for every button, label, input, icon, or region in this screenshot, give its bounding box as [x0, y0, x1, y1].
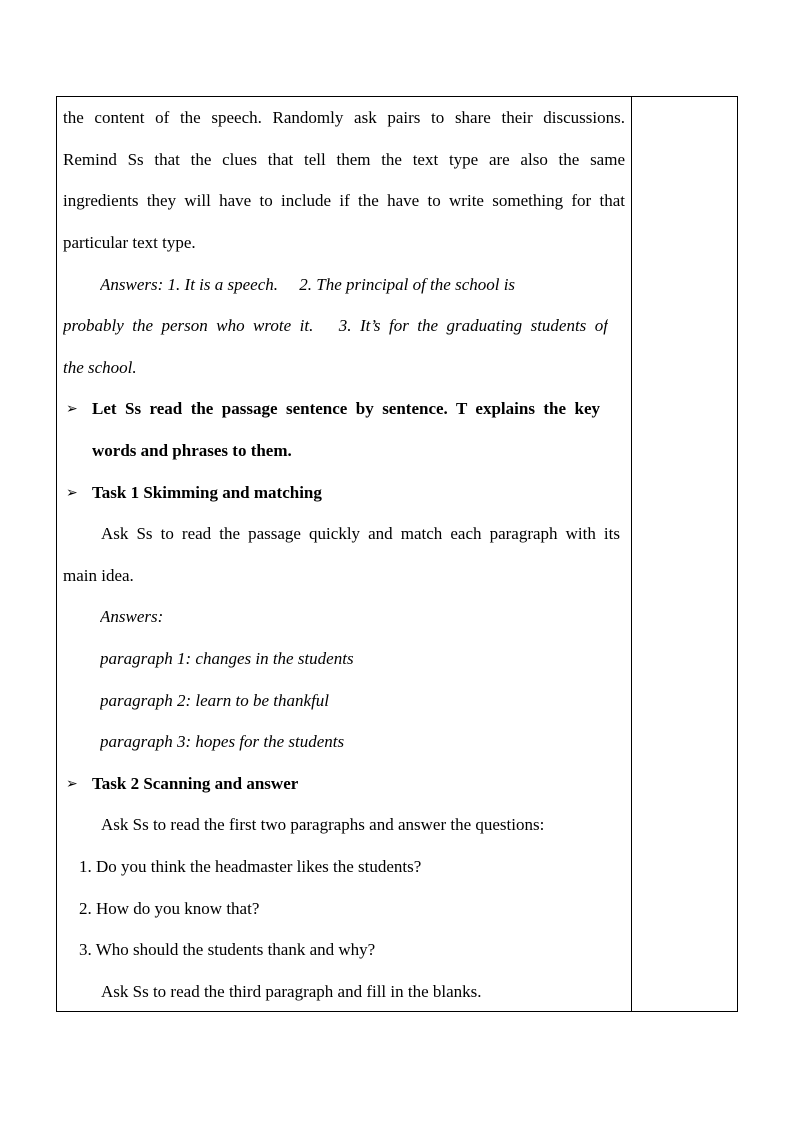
task-1-answer-1: paragraph 1: changes in the students: [100, 649, 354, 668]
bullet-arrow-icon: ➢: [66, 776, 78, 792]
line-procedure-3: ingredients they will have to include if the have to write something for that: [63, 191, 625, 210]
line-procedure-1: the content of the speech. Randomly ask pairs to share their discussions.: [63, 108, 625, 127]
answers-line-2: probably the person who wrote it. 3. It’s for the graduating students of: [63, 316, 608, 335]
step-read-sentence-cont: words and phrases to them.: [92, 441, 292, 460]
task-2-instruction: Ask Ss to read the first two paragraphs and answer the questions:: [101, 815, 545, 834]
task-1-instruction-cont: main idea.: [63, 566, 134, 585]
task-2-question-1: 1. Do you think the headmaster likes the students?: [79, 857, 422, 876]
step-read-sentence: Let Ss read the passage sentence by sentence. T explains the key: [92, 399, 600, 418]
task-2-question-3: 3. Who should the students thank and why?: [79, 940, 376, 959]
task-3-instruction: Ask Ss to read the third paragraph and fill in the blanks.: [101, 982, 482, 1001]
task-1-heading: Task 1 Skimming and matching: [92, 483, 322, 502]
answers-line-1: Answers: 1. It is a speech. 2. The principal of the school is: [100, 275, 516, 294]
task-2-question-2: 2. How do you know that?: [79, 899, 260, 918]
bullet-arrow-icon: ➢: [66, 485, 78, 501]
bullet-arrow-icon: ➢: [66, 401, 78, 417]
notes-cell: [632, 97, 737, 1011]
line-procedure-4: particular text type.: [63, 233, 196, 252]
task-1-instruction: Ask Ss to read the passage quickly and match each paragraph with its: [101, 524, 620, 543]
answers-line-3: the school.: [63, 358, 137, 377]
task-1-answer-3: paragraph 3: hopes for the students: [100, 732, 345, 751]
task-1-answers-label: Answers:: [100, 607, 164, 626]
task-2-heading: Task 2 Scanning and answer: [92, 774, 299, 793]
task-1-answer-2: paragraph 2: learn to be thankful: [100, 691, 330, 710]
line-procedure-2: Remind Ss that the clues that tell them the text type are also the same: [63, 150, 625, 169]
